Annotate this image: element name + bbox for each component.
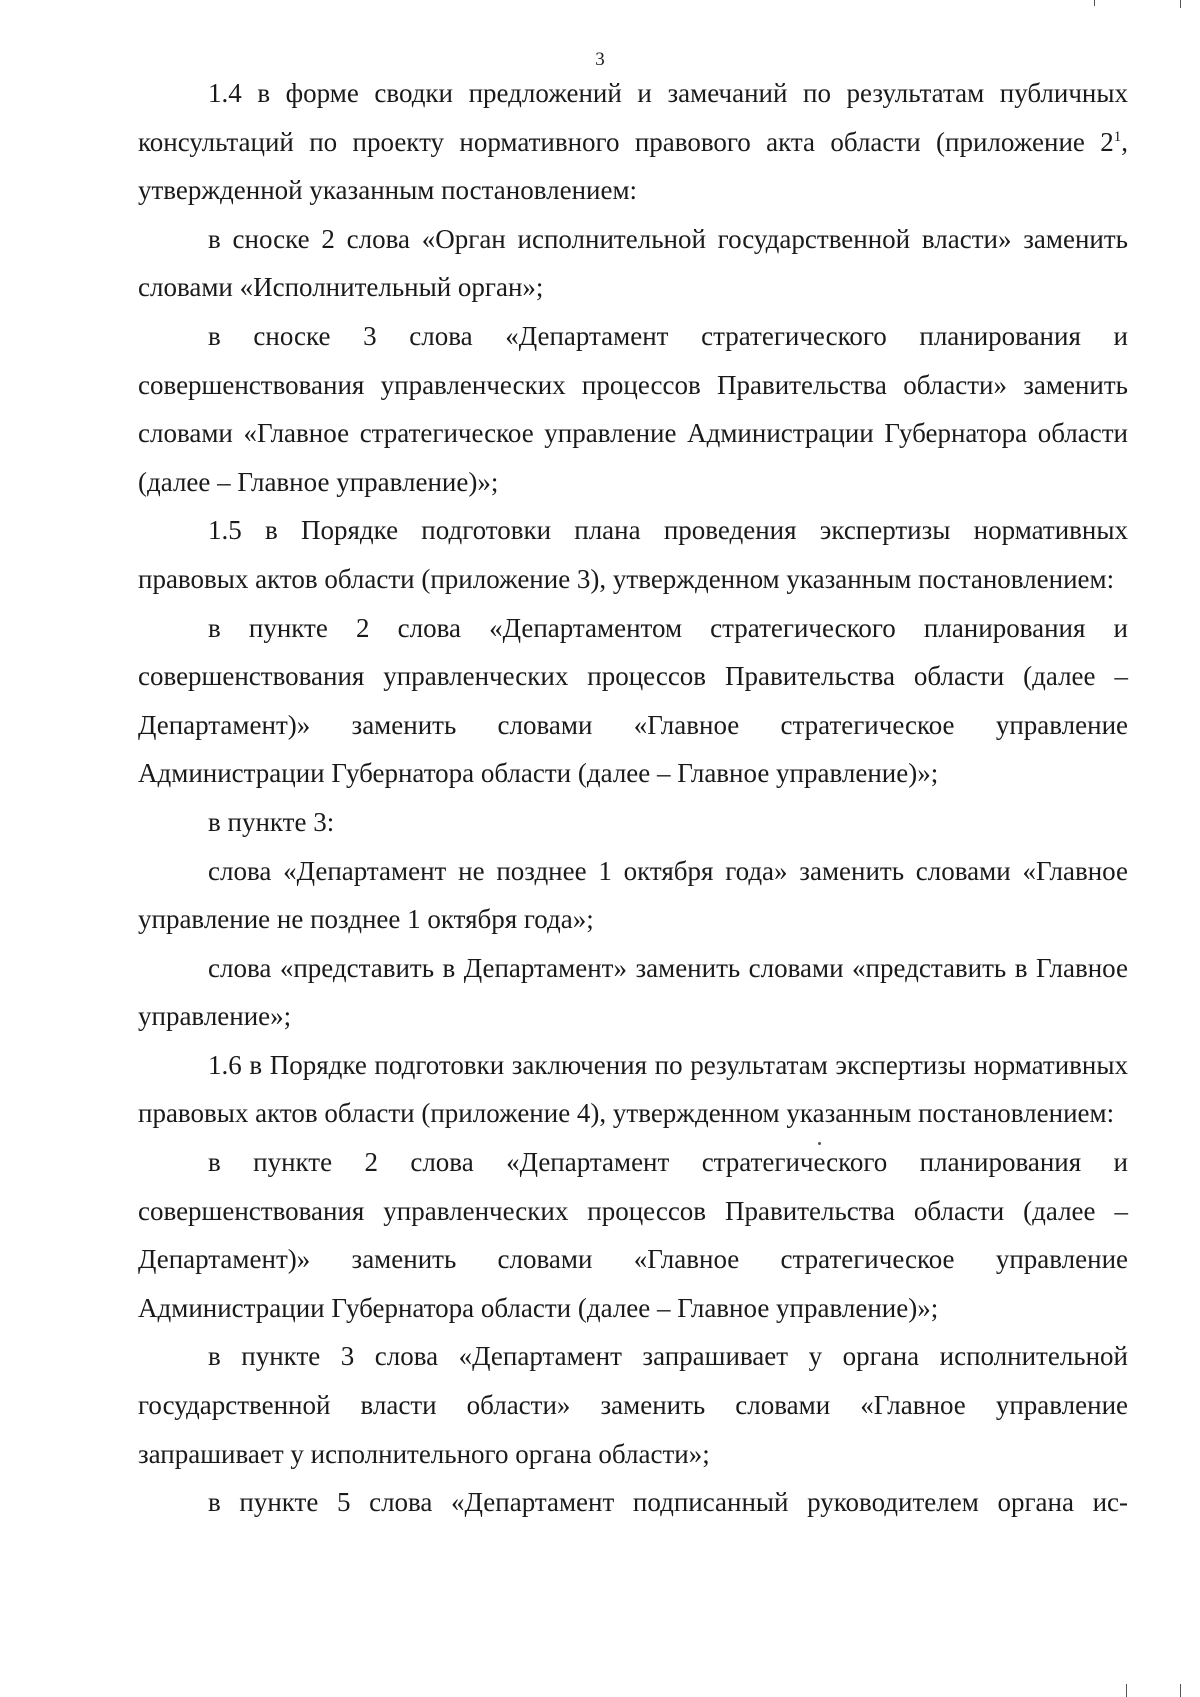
- paragraph-text: , утвержденной указанным постановлением:: [138, 126, 1128, 206]
- paragraph-1-5-plan-procedure: 1.5 в Порядке подготовки плана проведения экспертизы нормативных правовых актов области (приложение 3), утвержденном указанным постановлением:: [138, 515, 1128, 594]
- paragraph-text: 1.4 в форме сводки предложений и замечаний по результатам публичных консультаций по проекту нормативного правового акта области (приложение 2: [138, 78, 1128, 157]
- scan-mark: [1180, 1684, 1181, 1697]
- page-number: 3: [595, 49, 605, 70]
- paragraph-plan-clause-3-item-1: слова «Департамент не позднее 1 октября года» заменить словами «Главное управление не позднее 1 октября года»;: [138, 855, 1128, 935]
- paragraph-1-6-conclusion-procedure: 1.6 в Порядке подготовки заключения по результатам экспертизы нормативных правовых актов области (приложение 4), утвержденном указанным постановлением:: [138, 1049, 1128, 1129]
- paragraph-plan-clause-2: в пункте 2 слова «Департаментом стратегического планирования и совершенствования управленческих процессов Правительства области (далее – Департамент)» заменить словами «Главное стратегическое управление Администрации Губернатора области (далее – Главное управление)»;: [138, 612, 1128, 789]
- superscript: 1: [1113, 128, 1122, 145]
- paragraph-plan-clause-3-item-2: слова «представить в Департамент» заменить словами «представить в Главное управление»;: [138, 952, 1128, 1032]
- paragraph-conclusion-clause-2: в пункте 2 слова «Департамент стратегического планирования и совершенствования управленческих процессов Правительства области (далее – Департамент)» заменить словами «Главное стратегическое управление Администрации Губернатора области (далее – Главное управление)»;: [138, 1147, 1128, 1323]
- scan-mark: [818, 1142, 821, 1145]
- paragraph-plan-clause-3: в пункте 3:: [208, 806, 335, 837]
- paragraph-conclusion-clause-5: в пункте 5 слова «Департамент подписанный руководителем органа ис-: [208, 1487, 1128, 1518]
- paragraph-conclusion-clause-3: в пункте 3 слова «Департамент запрашивает у органа исполнительной государственной власти области» заменить словами «Главное управление запрашивает у исполнительного органа области»;: [138, 1341, 1128, 1469]
- paragraph-footnote-3: в сноске 3 слова «Департамент стратегического планирования и совершенствования управленческих процессов Правительства области» заменить словами «Главное стратегическое управление Администрации Губернатора области (далее – Главное управление)»;: [138, 320, 1128, 497]
- document-body: [138, 69, 1128, 1527]
- paragraph-1-4-summary-form: [138, 69, 1128, 215]
- scan-mark: [1094, 0, 1095, 6]
- paragraph-footnote-2: в сноске 2 слова «Орган исполнительной государственной власти» заменить словами «Исполнительный орган»;: [138, 223, 1128, 303]
- scan-mark: [1126, 1684, 1127, 1697]
- scan-mark: [1180, 0, 1181, 8]
